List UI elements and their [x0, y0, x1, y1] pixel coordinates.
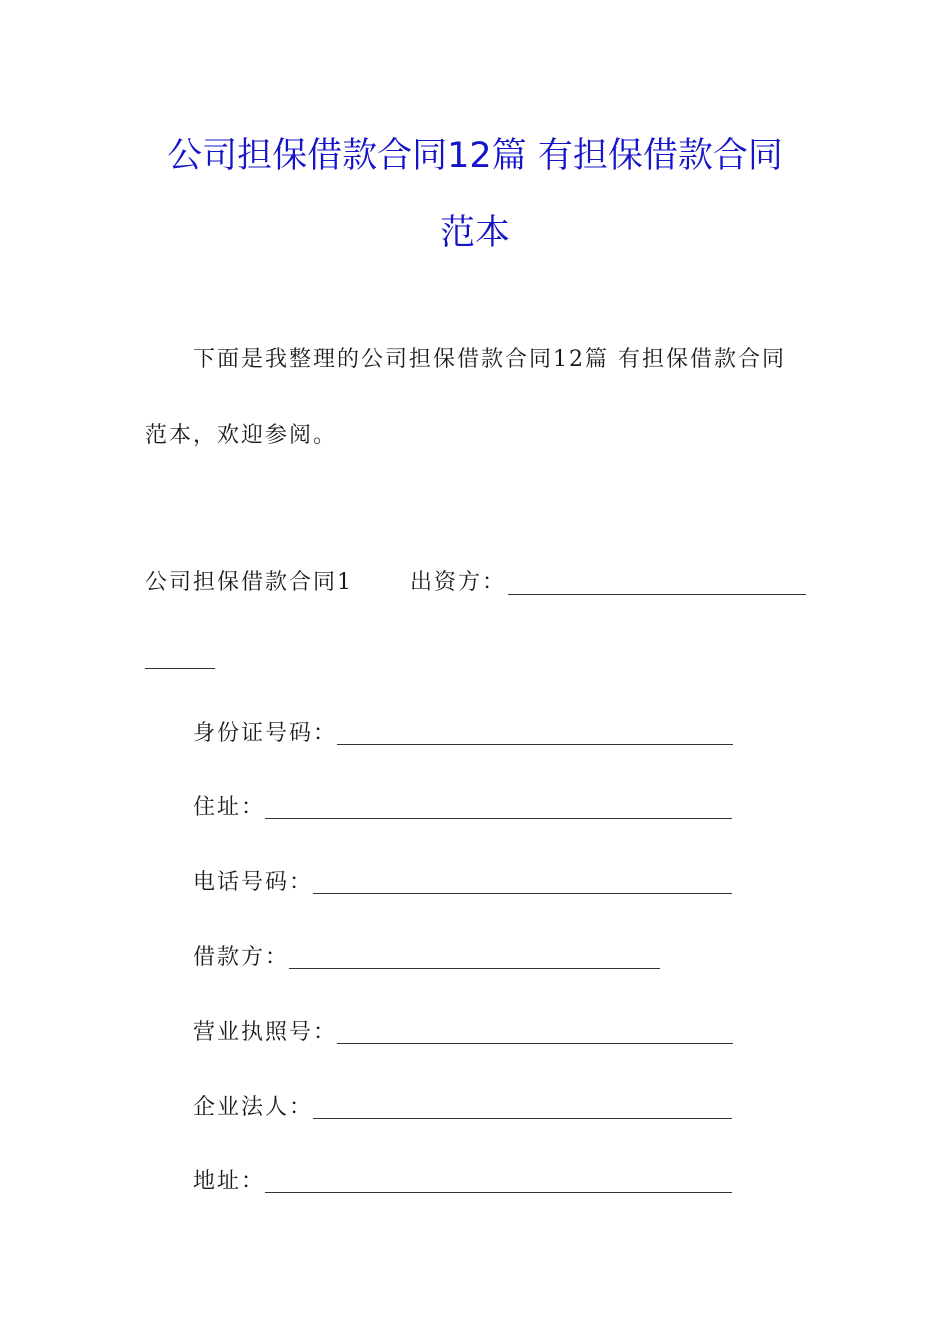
legal-representative-label: 企业法人： [193, 1095, 314, 1120]
document-title-line-1: 公司担保借款合同12篇 有担保借款合同 [167, 136, 783, 176]
field-row-legal-representative [193, 1093, 732, 1123]
phone-blank[interactable] [313, 871, 732, 894]
address-blank[interactable] [265, 796, 732, 819]
field-row-borrower [193, 943, 660, 973]
lender-label: 出资方： [410, 570, 507, 595]
lender-blank-continuation[interactable] [145, 646, 215, 669]
company-address-label: 地址： [193, 1169, 266, 1194]
intro-paragraph-line-1: 下面是我整理的公司担保借款合同12篇 有担保借款合同 [193, 347, 786, 372]
borrower-blank[interactable] [289, 946, 660, 969]
business-license-blank[interactable] [337, 1021, 733, 1044]
company-address-blank[interactable] [265, 1170, 732, 1193]
id-number-blank[interactable] [337, 722, 733, 745]
business-license-label: 营业执照号： [193, 1020, 338, 1045]
intro-paragraph-line-2: 范本，欢迎参阅。 [145, 423, 338, 448]
document-title-line-2: 范本 [439, 213, 510, 253]
address-label: 住址： [193, 795, 266, 820]
lender-blank-line[interactable] [508, 572, 806, 595]
field-row-id-number [193, 719, 733, 749]
field-row-business-license [193, 1018, 733, 1048]
field-row-phone [193, 868, 732, 898]
id-number-label: 身份证号码： [193, 721, 338, 746]
field-row-address [193, 793, 732, 823]
borrower-label: 借款方： [193, 945, 290, 970]
field-row-company-address [193, 1167, 732, 1197]
phone-label: 电话号码： [193, 870, 314, 895]
legal-representative-blank[interactable] [313, 1096, 732, 1119]
section-heading: 公司担保借款合同1 [145, 570, 353, 595]
